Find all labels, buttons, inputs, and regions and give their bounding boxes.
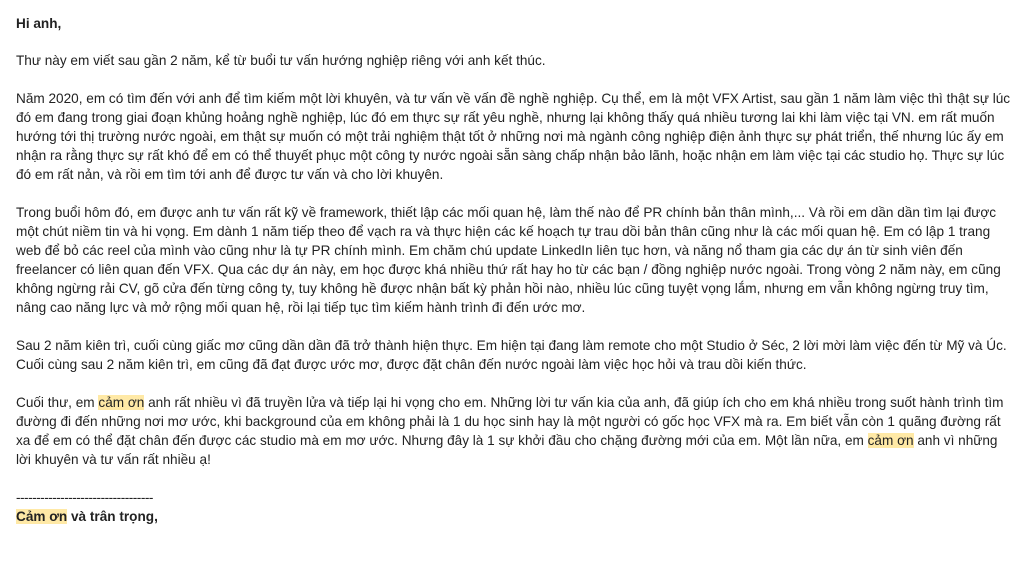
paragraph-5-text-a: Cuối thư, em	[16, 395, 99, 410]
paragraph-5-text-c: anh vì những lời khuyên và tư vấn rất nhiều ạ!	[16, 433, 998, 467]
paragraph-5	[16, 393, 1016, 469]
paragraph-1: Thư này em viết sau gần 2 năm, kể từ buổi tư vấn hướng nghiệp riêng với anh kết thúc.	[16, 53, 546, 68]
signoff	[16, 507, 1016, 526]
paragraph-2: Năm 2020, em có tìm đến với anh để tìm kiếm một lời khuyên, và tư vấn về vấn đề nghề nghiệp. Cụ thể, em là một VFX Artist, sau gần 1 năm làm việc thì thật sự lúc đó em đang trong giai đoạn khủng hoảng nghề nghiệp, lúc đó em thực sự rất yêu nghề, nhưng lại không thấy quá nhiều tương lai khi làm việc tại VN. em rất muốn hướng tới thị trường nước ngoài, em thật sự muốn có một trải nghiệm thật tốt ở những nơi mà ngành công nghiệp điện ảnh thực sự phát triển, thế nhưng lúc ấy em nhận ra rằng thực sự rất khó để em có thể thuyết phục một công ty nước ngoài sẵn sàng chấp nhận bảo lãnh, hoặc nhận em làm việc tại các studio họ. Thực sự lúc đó em rất nản, và rồi em tìm tới anh để được tư vấn và cho lời khuyên.	[16, 91, 1011, 182]
paragraph-5-text-b: anh rất nhiều vì đã truyền lửa và tiếp lại hi vọng cho em. Những lời tư vấn kia của anh, đã giúp ích cho em khá nhiều trong suốt hành trình tìm đường đi đến những nơi mơ ước, khi background của em không phải là 1 du học sinh hay là một người có gốc học VFX mà ra. Em biết vẫn còn 1 quãng đường rất xa để em có thể đặt chân đến được các studio mà em mơ ước. Nhưng đây là 1 sự khởi đầu cho chặng đường mới của em. Một lần nữa, em	[16, 395, 1004, 448]
signoff-text: và trân trọng,	[67, 509, 158, 524]
highlighted-thanks-2: cảm ơn	[867, 433, 914, 448]
signoff-highlight: Cảm ơn	[16, 509, 68, 524]
greeting: Hi anh,	[16, 16, 62, 31]
signature-divider: ----------------------------------	[16, 490, 153, 505]
highlighted-thanks-1: cảm ơn	[98, 395, 145, 410]
paragraph-3: Trong buổi hôm đó, em được anh tư vấn rất kỹ về framework, thiết lập các mối quan hệ, làm thế nào để PR chính bản thân mình,... Và rồi em dần dần tìm lại được một chút niềm tin và hi vọng. Em dành 1 năm tiếp theo để vạch ra và thực hiện các kế hoạch tự trau dồi bản thân cũng như là các mối quan hệ. Em có lập 1 trang web để bỏ các reel của mình vào cũng như là tự PR chính mình. Em chăm chú update LinkedIn liên tục hơn, và năng nổ tham gia các dự án từ sinh viên đến freelancer có liên quan đến VFX. Qua các dự án này, em học được khá nhiều thứ rất hay ho từ các bạn / đồng nghiệp nước ngoài. Trong vòng 2 năm này, em cũng không ngừng rải CV, gõ cửa đến từng công ty, tuy không hề được nhận bất kỳ phản hồi nào, nhiều lúc cũng tuyệt vọng lắm, nhưng em vẫn không ngừng truy tìm, nâng cao năng lực và mở rộng mối quan hệ, rồi lại tiếp tục tìm kiếm hành trình đi đến ước mơ.	[16, 205, 1001, 315]
paragraph-4: Sau 2 năm kiên trì, cuối cùng giấc mơ cũng dần dần đã trở thành hiện thực. Em hiện tại đang làm remote cho một Studio ở Séc, 2 lời mời làm việc đến từ Mỹ và Úc. Cuối cùng sau 2 năm kiên trì, em cũng đã đạt được ước mơ, được đặt chân đến nước ngoài làm việc học hỏi và trau dồi kiến thức.	[16, 338, 1007, 372]
